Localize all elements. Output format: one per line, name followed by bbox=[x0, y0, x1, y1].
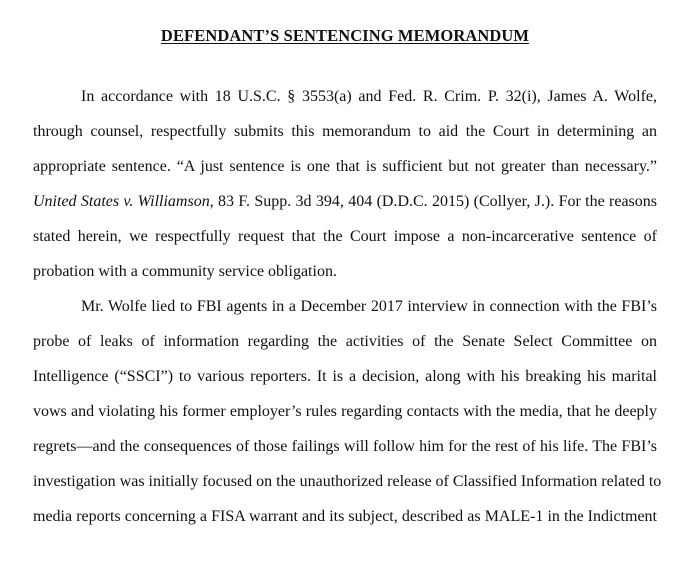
paragraph-1-line-4 bbox=[33, 192, 657, 212]
paragraph-1-line-3: appropriate sentence. “A just sentence is one that is sufficient but not greater than necessary.” bbox=[33, 158, 657, 175]
paragraph-2-line-6: investigation was initially focused on the unauthorized release of Classified Information related to bbox=[33, 473, 662, 490]
paragraph-2-line-2: probe of leaks of information regarding the activities of the Senate Select Committee on bbox=[33, 333, 657, 350]
document-title: DEFENDANT’S SENTENCING MEMORANDUM bbox=[160, 26, 530, 45]
paragraph-2-line-7: media reports concerning a FISA warrant and its subject, described as MALE-1 in the Indictment bbox=[33, 508, 657, 525]
case-citation-rest: , 83 F. Supp. 3d 394, 404 (D.D.C. 2015) (Collyer, J.). For the reasons bbox=[209, 193, 658, 210]
paragraph-1-line-1: In accordance with 18 U.S.C. § 3553(a) and Fed. R. Crim. P. 32(i), James A. Wolfe, bbox=[81, 88, 657, 105]
paragraph-1-line-5: stated herein, we respectfully request that the Court impose a non-incarcerative sentence of bbox=[33, 228, 657, 245]
case-citation-name: United States v. Williamson bbox=[33, 193, 210, 210]
paragraph-2-line-4: vows and violating his former employer’s rules regarding contacts with the media, that he deeply bbox=[33, 403, 657, 420]
paragraph-2-line-1: Mr. Wolfe lied to FBI agents in a December 2017 interview in connection with the FBI’s bbox=[81, 298, 657, 315]
paragraph-1-line-6: probation with a community service obligation. bbox=[33, 263, 337, 280]
paragraph-2-line-5: regrets—and the consequences of those failings will follow him for the rest of his life. The FBI’s bbox=[33, 438, 657, 455]
paragraph-1-line-2: through counsel, respectfully submits this memorandum to aid the Court in determining an bbox=[33, 123, 657, 140]
paragraph-2-line-3: Intelligence (“SSCI”) to various reporters. It is a decision, along with his breaking his marital bbox=[33, 368, 657, 385]
